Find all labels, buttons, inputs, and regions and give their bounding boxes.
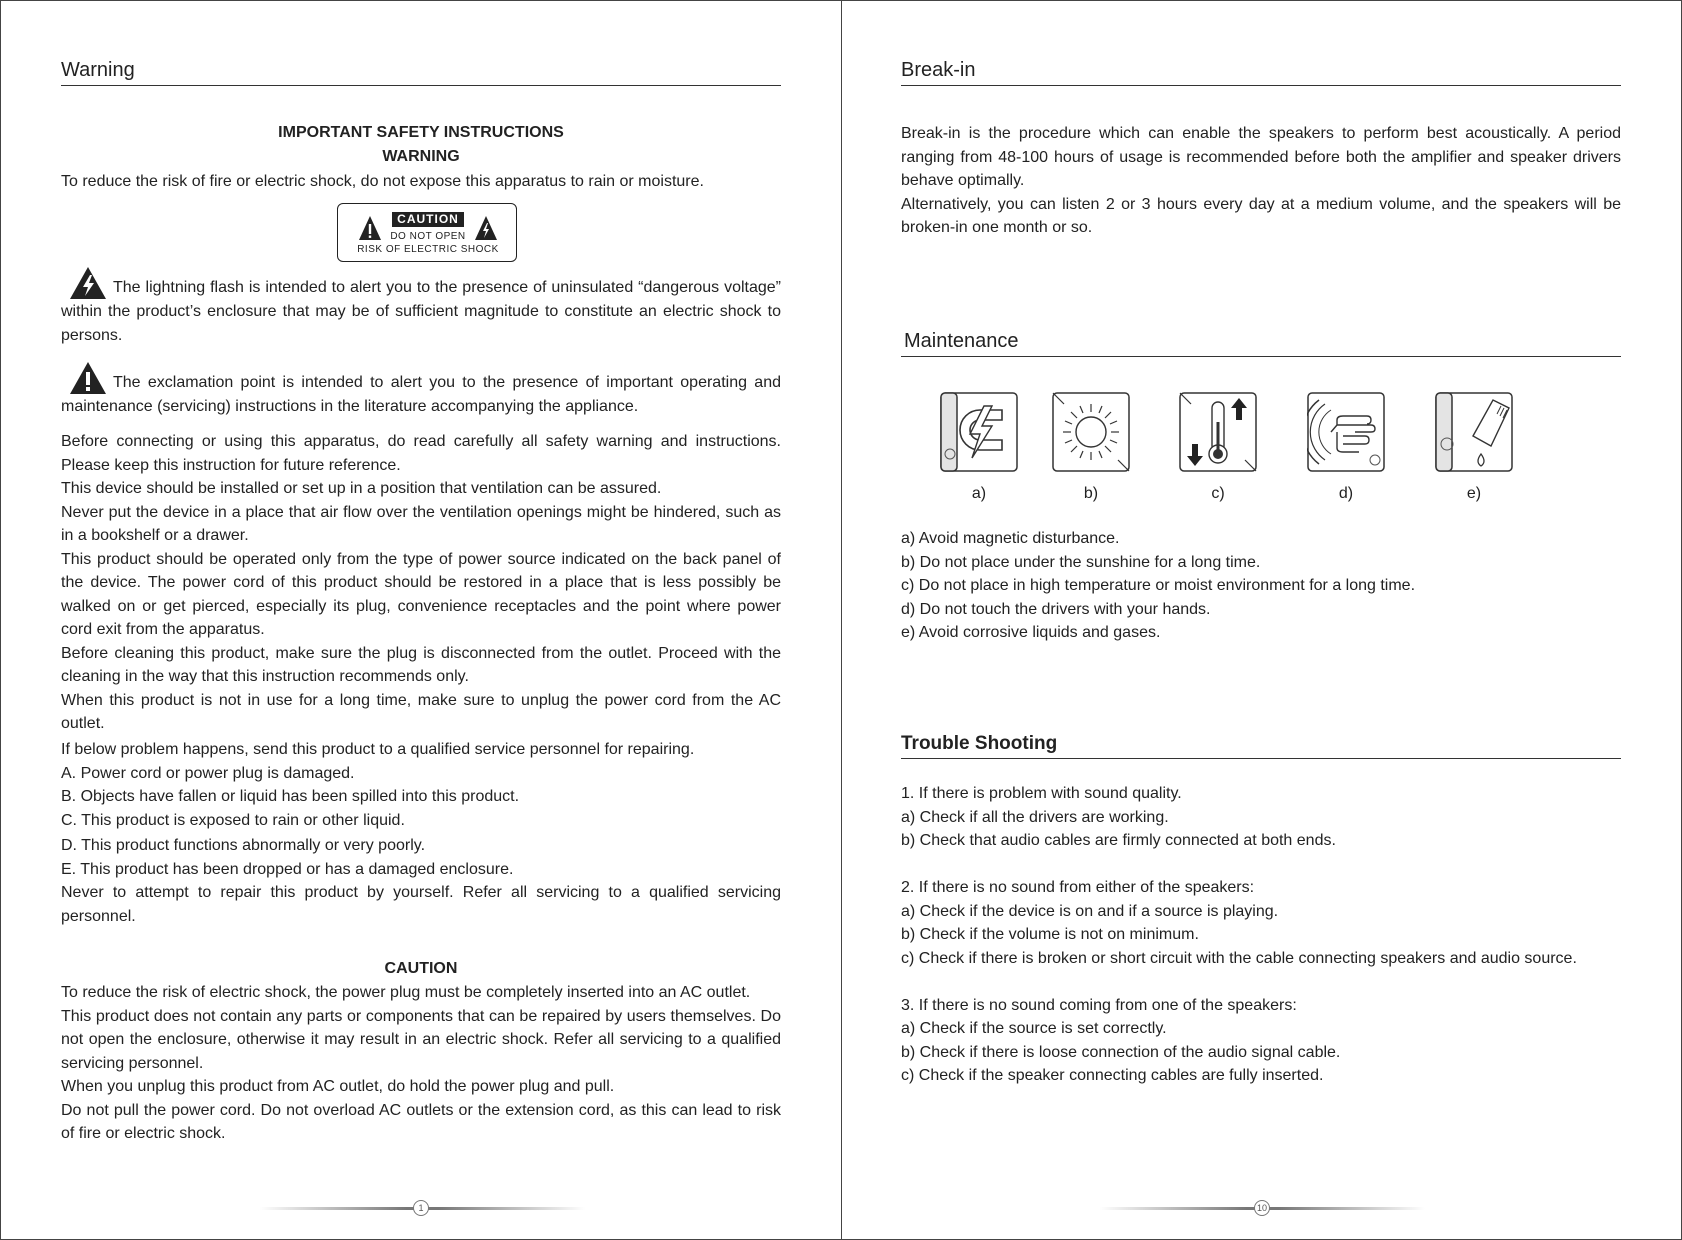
- safety-paragraph: This device should be installed or set up in a position that ventilation can be assured.: [61, 480, 662, 497]
- problem-intro: If below problem happens, send this product to a qualified service personnel for repairing.: [61, 741, 695, 758]
- maintenance-list: [901, 527, 1621, 645]
- trouble-item: a) Check if the source is set correctly.: [901, 1020, 1167, 1037]
- trouble-item: b) Check if the volume is not on minimum.: [901, 926, 1199, 943]
- warning-subheading: WARNING: [382, 148, 460, 165]
- maintenance-icons: [901, 392, 1621, 512]
- maintenance-item: b) Do not place under the sunshine for a long time.: [901, 553, 1261, 571]
- caution-paragraph: When you unplug this product from AC outlet, do hold the power plug and pull.: [61, 1078, 615, 1095]
- caution-paragraph: Do not pull the power cord. Do not overload AC outlets or the extension cord, as this can lead to risk of fire or electric shock.: [61, 1101, 781, 1142]
- trouble-list: [901, 782, 1621, 1088]
- maintenance-item: c) Do not place in high temperature or moist environment for a long time.: [901, 577, 1416, 594]
- breakin-paragraph: Break-in is the procedure which can enable the speakers to perform best acoustically. A period ranging from 48-100 hours of usage is recommended before both the amplifier and speaker drivers behave optimally.: [901, 125, 1621, 189]
- maintenance-item: d) Do not touch the drivers with your hands.: [901, 600, 1211, 618]
- lightning-flash-icon: [69, 266, 107, 300]
- trouble-item: c) Check if the speaker connecting cables are fully inserted.: [901, 1067, 1324, 1084]
- caution-paragraph: This product does not contain any parts or components that can be repaired by users themselves. Do not open the enclosure, otherwise it may result in an electric shock. Refer all servicing to a qualified servicing personnel.: [61, 1007, 781, 1072]
- page-divider: [841, 0, 842, 1240]
- magnet-icon: [940, 392, 1018, 472]
- caution-label-line2: RISK OF ELECTRIC SHOCK: [357, 244, 499, 255]
- trouble-group-heading: 1. If there is problem with sound quality.: [901, 785, 1182, 802]
- safety-paragraph: This product should be operated only from the type of power source indicated on the back panel of the device. The power cord of this product should be restored in a place that is less possibly be walked on or get pierced, especially its plug, convenience receptacles and the point where power cord exit from the apparatus.: [61, 550, 781, 638]
- hand-touch-icon: [1307, 392, 1385, 472]
- breakin-section-title: Break-in: [901, 59, 1621, 86]
- trouble-item: a) Check if all the drivers are working.: [901, 808, 1169, 826]
- page-number-left: 1: [413, 1200, 429, 1216]
- problem-list: [61, 738, 781, 928]
- maintenance-item: e) Avoid corrosive liquids and gases.: [901, 624, 1161, 641]
- safety-paragraphs: [61, 430, 781, 736]
- intro-text: To reduce the risk of fire or electric shock, do not expose this apparatus to rain or moisture.: [61, 173, 704, 190]
- breakin-paragraph: Alternatively, you can listen 2 or 3 hours every day at a medium volume, and the speakers will be broken-in one month or so.: [901, 195, 1621, 236]
- sun-icon: [1052, 392, 1130, 472]
- safety-paragraph: Before connecting or using this apparatus, do read carefully all safety warning and instructions. Please keep this instruction for future reference.: [61, 433, 781, 474]
- thermometer-icon: [1179, 392, 1257, 472]
- caution-label-title: CAUTION: [392, 212, 464, 227]
- maintenance-item: a) Avoid magnetic disturbance.: [901, 530, 1120, 547]
- caution-heading: CAUTION: [384, 960, 458, 977]
- safety-heading: IMPORTANT SAFETY INSTRUCTIONS: [278, 124, 564, 141]
- exclamation-text: The exclamation point is intended to alert you to the presence of important operating and maintenance (servicing) instructions in the literature accompanying the appliance.: [61, 374, 781, 415]
- trouble-group-heading: 3. If there is no sound coming from one of the speakers:: [901, 996, 1297, 1014]
- safety-paragraph: Never put the device in a place that air flow over the ventilation openings might be hindered, such as in a bookshelf or a drawer.: [61, 503, 781, 544]
- exclamation-paragraph: [61, 361, 781, 419]
- caution-paragraphs: [61, 981, 781, 1146]
- trouble-section-title: Trouble Shooting: [901, 733, 1621, 759]
- safety-paragraph: Before cleaning this product, make sure the plug is disconnected from the outlet. Proceed with the cleaning in the way that this instruction recommends only.: [61, 644, 781, 685]
- problem-item: D. This product functions abnormally or very poorly.: [61, 837, 426, 854]
- never-repair-text: Never to attempt to repair this product by yourself. Refer all servicing to a qualified servicing personnel.: [61, 884, 781, 925]
- problem-item: E. This product has been dropped or has a damaged enclosure.: [61, 860, 514, 878]
- problem-item: B. Objects have fallen or liquid has been spilled into this product.: [61, 788, 520, 805]
- maintenance-label-c: c): [1211, 485, 1225, 502]
- lightning-paragraph: [61, 266, 781, 347]
- page-number-right: 10: [1254, 1200, 1270, 1216]
- trouble-item: b) Check that audio cables are firmly connected at both ends.: [901, 832, 1336, 849]
- lightning-text: The lightning flash is intended to alert you to the presence of uninsulated “dangerous voltage” within the product’s enclosure that may be of sufficient magnitude to constitute an electric shock to persons.: [61, 279, 781, 344]
- trouble-item: a) Check if the device is on and if a source is playing.: [901, 902, 1279, 920]
- caution-label-line1: DO NOT OPEN: [390, 231, 466, 242]
- exclamation-icon: [69, 361, 107, 395]
- maintenance-label-e: e): [1466, 485, 1482, 502]
- trouble-item: c) Check if there is broken or short circuit with the cable connecting speakers and audio source.: [901, 949, 1577, 967]
- caution-label: [337, 203, 517, 262]
- problem-item: A. Power cord or power plug is damaged.: [61, 764, 355, 782]
- maintenance-label-a: a): [971, 485, 987, 502]
- warning-section-title: Warning: [61, 59, 781, 86]
- problem-item: C. This product is exposed to rain or other liquid.: [61, 811, 405, 829]
- trouble-item: b) Check if there is loose connection of the audio signal cable.: [901, 1043, 1341, 1061]
- liquid-icon: [1435, 392, 1513, 472]
- caution-paragraph: To reduce the risk of electric shock, the power plug must be completely inserted into an AC outlet.: [61, 984, 751, 1001]
- maintenance-label-d: d): [1338, 485, 1354, 502]
- maintenance-section-title: [901, 330, 1621, 357]
- maintenance-title-text: Maintenance: [904, 330, 1019, 352]
- breakin-paragraphs: [901, 122, 1621, 240]
- safety-paragraph: When this product is not in use for a long time, make sure to unplug the power cord from the AC outlet.: [61, 691, 781, 732]
- trouble-group-heading: 2. If there is no sound from either of the speakers:: [901, 879, 1255, 896]
- maintenance-label-b: b): [1083, 485, 1099, 502]
